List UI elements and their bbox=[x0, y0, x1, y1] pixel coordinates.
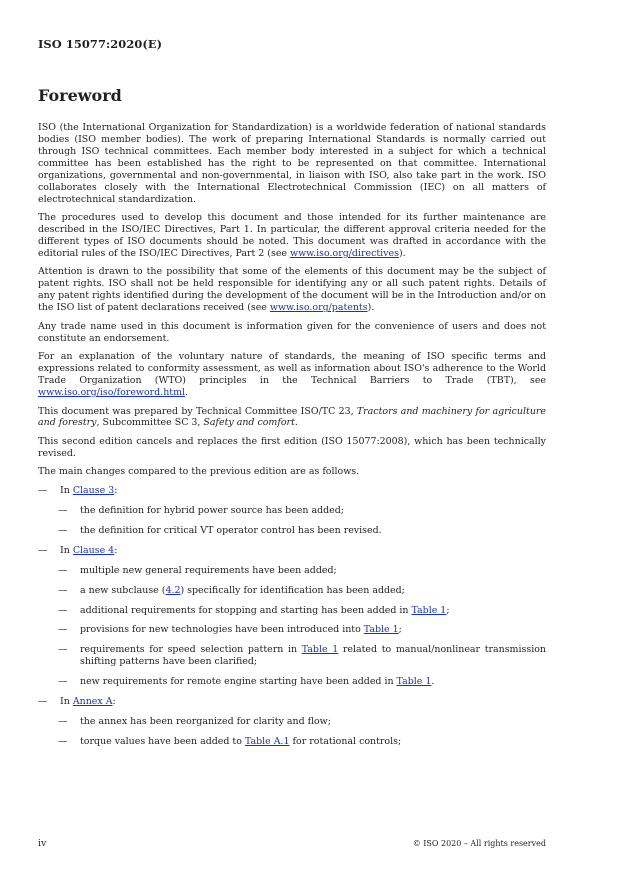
clause-4-link[interactable]: Clause 4 bbox=[72, 544, 115, 556]
foreword-link[interactable]: www.iso.org/iso/foreword.html bbox=[38, 387, 186, 399]
dash-marker: — bbox=[58, 564, 68, 576]
dash-marker: — bbox=[58, 676, 68, 688]
paragraph-trade-name: Any trade name used in this document is information given for the convenience of users and does not constitute an endorsement. bbox=[38, 320, 546, 344]
list-item: — the definition for critical VT operator control has been revised. bbox=[58, 524, 382, 536]
table-1-link[interactable]: Table 1 bbox=[396, 676, 432, 688]
list-item: — multiple new general requirements have been added; bbox=[58, 564, 337, 576]
copyright-notice: © ISO 2020 – All rights reserved bbox=[412, 839, 546, 848]
paragraph-prepared-by: This document was prepared by Technical Committee ISO/TC 23, Tractors and machinery for agriculture and forestry, Subcommittee SC 3, Safety and comfort. bbox=[38, 405, 546, 429]
list-item: — torque values have been added to Table A.1 for rotational controls; bbox=[58, 736, 402, 748]
table-a1-link[interactable]: Table A.1 bbox=[244, 736, 290, 748]
table-1-link[interactable]: Table 1 bbox=[363, 624, 399, 636]
foreword-body bbox=[38, 122, 546, 756]
dash-marker: — bbox=[58, 604, 68, 616]
paragraph-voluntary-nature: For an explanation of the voluntary nature of standards, the meaning of ISO specific terms and expressions related to conformity assessment, as well as information about ISO's adherence to the World Trade Organization (WTO) principles in the Technical Barriers to Trade (TBT), see www.iso.org/iso/foreword.html. bbox=[38, 351, 546, 399]
dash-marker: — bbox=[38, 544, 48, 556]
page-number: iv bbox=[38, 838, 47, 849]
list-item-clause-3: — In Clause 3: bbox=[38, 484, 118, 496]
list-item: — requirements for speed selection pattern in Table 1 related to manual/nonlinear transmission shifting patterns have been clarified; bbox=[58, 644, 546, 668]
dash-marker: — bbox=[38, 484, 48, 496]
list-item: — the annex has been reorganized for clarity and flow; bbox=[58, 716, 331, 728]
clause-3-link[interactable]: Clause 3 bbox=[72, 484, 115, 496]
list-item: — additional requirements for stopping and starting has been added in Table 1; bbox=[58, 604, 450, 616]
list-item-clause-4: — In Clause 4: bbox=[38, 544, 118, 556]
dash-marker: — bbox=[58, 624, 68, 636]
table-1-link[interactable]: Table 1 bbox=[411, 604, 447, 616]
table-1-link[interactable]: Table 1 bbox=[301, 644, 339, 656]
dash-marker: — bbox=[58, 504, 68, 516]
paragraph-main-changes: The main changes compared to the previous edition are as follows. bbox=[38, 466, 360, 478]
dash-marker: — bbox=[58, 524, 68, 536]
page-title: Foreword bbox=[38, 86, 122, 105]
paragraph-edition: This second edition cancels and replaces the first edition (ISO 15077:2008), which has been technically revised. bbox=[38, 435, 546, 459]
list-item: — a new subclause (4.2) specifically for identification has been added; bbox=[58, 584, 405, 596]
list-item: — the definition for hybrid power source has been added; bbox=[58, 504, 344, 516]
dash-marker: — bbox=[38, 696, 48, 708]
subclause-4-2-link[interactable]: 4.2 bbox=[165, 584, 181, 596]
list-item: — provisions for new technologies have been introduced into Table 1; bbox=[58, 624, 402, 636]
list-item: — new requirements for remote engine starting have been added in Table 1. bbox=[58, 676, 435, 688]
paragraph-iso-intro: ISO (the International Organization for Standardization) is a worldwide federation of national standards bodies (ISO member bodies). The work of preparing International Standards is normally carried out through ISO technical committees. Each member body interested in a subject for which a technical committee has been established has the right to be represented on that committee. International organizations, governmental and non-governmental, in liaison with ISO, also take part in the work. ISO collaborates closely with the International Electrotechnical Commission (IEC) on all matters of electrotechnical standardization. bbox=[38, 122, 546, 205]
paragraph-procedures: The procedures used to develop this document and those intended for its further maintenance are described in the ISO/IEC Directives, Part 1. In particular, the different approval criteria needed for the different types of ISO documents should be noted. This document was drafted in accordance with the editorial rules of the ISO/IEC Directives, Part 2 (see www.iso.org/directives). bbox=[38, 212, 546, 260]
list-item-annex-a: — In Annex A: bbox=[38, 696, 116, 708]
directives-link[interactable]: www.iso.org/directives bbox=[290, 248, 399, 260]
dash-marker: — bbox=[58, 736, 68, 748]
dash-marker: — bbox=[58, 716, 68, 728]
dash-marker: — bbox=[58, 644, 68, 656]
annex-a-link[interactable]: Annex A bbox=[72, 696, 113, 708]
document-identifier: ISO 15077:2020(E) bbox=[38, 37, 163, 51]
patents-link[interactable]: www.iso.org/patents bbox=[269, 302, 368, 314]
dash-marker: — bbox=[58, 584, 68, 596]
paragraph-patents: Attention is drawn to the possibility that some of the elements of this document may be the subject of patent rights. ISO shall not be held responsible for identifying any or all such patent rights. Details of any patent rights identified during the development of the document will be in the Introduction and/or on the ISO list of patent declarations received (see www.iso.org/patents). bbox=[38, 266, 546, 314]
